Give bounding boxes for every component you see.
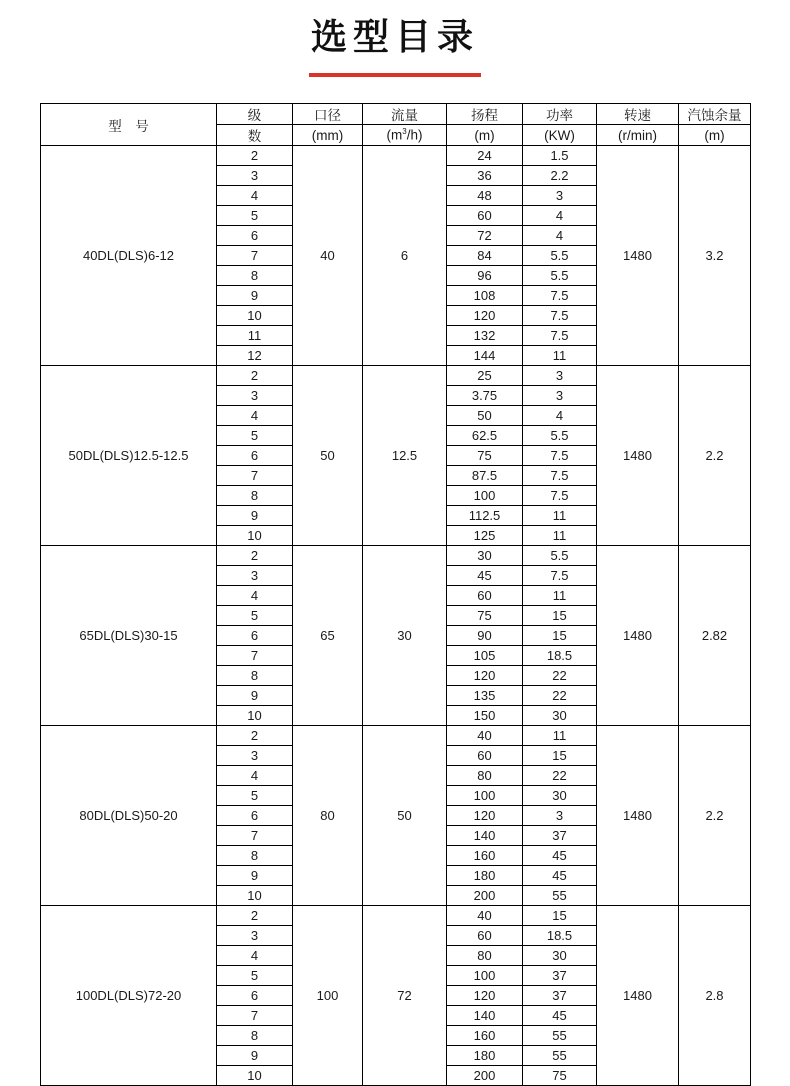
cell-power: 37 <box>523 826 597 846</box>
header-cell-model: 型 号 <box>41 104 217 146</box>
cell-power: 30 <box>523 706 597 726</box>
cell-power: 15 <box>523 606 597 626</box>
cell-head: 24 <box>447 146 523 166</box>
cell-bore: 50 <box>293 366 363 546</box>
cell-power: 75 <box>523 1066 597 1086</box>
header-cell-speed: 转速 <box>597 104 679 125</box>
cell-power: 5.5 <box>523 266 597 286</box>
header-unit-flow: $(m^3/h)$ <box>363 125 447 146</box>
cell-power: 5.5 <box>523 546 597 566</box>
cell-head: 60 <box>447 746 523 766</box>
cell-stage: 2 <box>217 726 293 746</box>
cell-head: 120 <box>447 306 523 326</box>
header-unit-bore: (mm) <box>293 125 363 146</box>
cell-speed: 1480 <box>597 546 679 726</box>
cell-head: 180 <box>447 1046 523 1066</box>
cell-head: 40 <box>447 906 523 926</box>
cell-npsh: 2.82 <box>679 546 751 726</box>
header-cell-npsh: 汽蚀余量 <box>679 104 751 125</box>
cell-stage: 4 <box>217 586 293 606</box>
cell-power: 55 <box>523 1026 597 1046</box>
cell-stage: 5 <box>217 206 293 226</box>
cell-power: 37 <box>523 986 597 1006</box>
cell-head: 36 <box>447 166 523 186</box>
cell-power: 30 <box>523 786 597 806</box>
cell-speed: 1480 <box>597 906 679 1086</box>
cell-power: 45 <box>523 846 597 866</box>
cell-flow: 6 <box>363 146 447 366</box>
cell-head: 105 <box>447 646 523 666</box>
header-cell-stage: 级 <box>217 104 293 125</box>
cell-power: 22 <box>523 686 597 706</box>
cell-flow: 72 <box>363 906 447 1086</box>
header-unit-speed: (r/min) <box>597 125 679 146</box>
cell-power: 37 <box>523 966 597 986</box>
cell-power: 45 <box>523 1006 597 1026</box>
table-row <box>41 146 751 166</box>
cell-head: 100 <box>447 486 523 506</box>
cell-stage: 8 <box>217 666 293 686</box>
cell-stage: 3 <box>217 166 293 186</box>
cell-head: 100 <box>447 966 523 986</box>
cell-power: 15 <box>523 906 597 926</box>
cell-power: 4 <box>523 206 597 226</box>
cell-stage: 7 <box>217 466 293 486</box>
cell-stage: 8 <box>217 486 293 506</box>
cell-power: 15 <box>523 746 597 766</box>
header-cell-flow: 流量 <box>363 104 447 125</box>
table-row <box>41 546 751 566</box>
cell-power: 18.5 <box>523 926 597 946</box>
title-block <box>0 0 790 77</box>
cell-head: 62.5 <box>447 426 523 446</box>
cell-head: 135 <box>447 686 523 706</box>
cell-stage: 7 <box>217 246 293 266</box>
cell-stage: 10 <box>217 526 293 546</box>
cell-stage: 9 <box>217 866 293 886</box>
cell-power: 7.5 <box>523 566 597 586</box>
cell-stage: 9 <box>217 506 293 526</box>
cell-stage: 10 <box>217 306 293 326</box>
table-row <box>41 726 751 746</box>
cell-model: 80DL(DLS)50-20 <box>41 726 217 906</box>
cell-power: 4 <box>523 226 597 246</box>
cell-power: 7.5 <box>523 286 597 306</box>
spec-table-wrapper <box>40 103 750 1086</box>
cell-head: 140 <box>447 826 523 846</box>
cell-head: 3.75 <box>447 386 523 406</box>
cell-stage: 9 <box>217 1046 293 1066</box>
title-underline-rule <box>309 73 481 77</box>
cell-model: 50DL(DLS)12.5-12.5 <box>41 366 217 546</box>
cell-stage: 6 <box>217 986 293 1006</box>
cell-head: 60 <box>447 926 523 946</box>
cell-power: 5.5 <box>523 246 597 266</box>
cell-bore: 100 <box>293 906 363 1086</box>
cell-head: 48 <box>447 186 523 206</box>
cell-stage: 12 <box>217 346 293 366</box>
header-cell-head: 扬程 <box>447 104 523 125</box>
cell-stage: 4 <box>217 186 293 206</box>
cell-power: 2.2 <box>523 166 597 186</box>
pump-selection-table <box>40 103 751 1086</box>
cell-stage: 8 <box>217 1026 293 1046</box>
cell-head: 50 <box>447 406 523 426</box>
cell-head: 60 <box>447 586 523 606</box>
cell-stage: 4 <box>217 406 293 426</box>
cell-speed: 1480 <box>597 146 679 366</box>
cell-stage: 10 <box>217 886 293 906</box>
header-cell-bore: 口径 <box>293 104 363 125</box>
cell-head: 80 <box>447 766 523 786</box>
cell-head: 40 <box>447 726 523 746</box>
cell-head: 75 <box>447 446 523 466</box>
cell-head: 144 <box>447 346 523 366</box>
cell-head: 200 <box>447 886 523 906</box>
cell-bore: 65 <box>293 546 363 726</box>
cell-stage: 11 <box>217 326 293 346</box>
cell-power: 7.5 <box>523 306 597 326</box>
cell-model: 65DL(DLS)30-15 <box>41 546 217 726</box>
cell-head: 150 <box>447 706 523 726</box>
cell-power: 7.5 <box>523 446 597 466</box>
cell-head: 90 <box>447 626 523 646</box>
cell-speed: 1480 <box>597 726 679 906</box>
cell-head: 100 <box>447 786 523 806</box>
cell-head: 120 <box>447 986 523 1006</box>
cell-stage: 7 <box>217 826 293 846</box>
cell-head: 84 <box>447 246 523 266</box>
cell-power: 18.5 <box>523 646 597 666</box>
header-cell-power: 功率 <box>523 104 597 125</box>
cell-head: 108 <box>447 286 523 306</box>
table-row <box>41 906 751 926</box>
cell-bore: 40 <box>293 146 363 366</box>
cell-stage: 6 <box>217 446 293 466</box>
cell-flow: 12.5 <box>363 366 447 546</box>
cell-stage: 7 <box>217 1006 293 1026</box>
cell-stage: 3 <box>217 926 293 946</box>
cell-stage: 5 <box>217 966 293 986</box>
cell-head: 200 <box>447 1066 523 1086</box>
cell-flow: 50 <box>363 726 447 906</box>
cell-power: 4 <box>523 406 597 426</box>
cell-npsh: 2.2 <box>679 726 751 906</box>
cell-power: 7.5 <box>523 466 597 486</box>
cell-stage: 3 <box>217 566 293 586</box>
cell-stage: 2 <box>217 906 293 926</box>
cell-head: 160 <box>447 846 523 866</box>
cell-npsh: 2.2 <box>679 366 751 546</box>
cell-stage: 2 <box>217 366 293 386</box>
cell-head: 72 <box>447 226 523 246</box>
cell-power: 1.5 <box>523 146 597 166</box>
cell-power: 22 <box>523 766 597 786</box>
cell-head: 96 <box>447 266 523 286</box>
cell-power: 11 <box>523 346 597 366</box>
cell-power: 30 <box>523 946 597 966</box>
cell-npsh: 3.2 <box>679 146 751 366</box>
cell-stage: 2 <box>217 546 293 566</box>
cell-npsh: 2.8 <box>679 906 751 1086</box>
header-unit-stage: 数 <box>217 125 293 146</box>
header-unit-head: (m) <box>447 125 523 146</box>
cell-stage: 2 <box>217 146 293 166</box>
cell-stage: 7 <box>217 646 293 666</box>
table-header-row-1 <box>41 104 751 125</box>
page-title: 选型目录 <box>310 17 479 58</box>
cell-power: 55 <box>523 1046 597 1066</box>
cell-head: 25 <box>447 366 523 386</box>
cell-head: 120 <box>447 806 523 826</box>
cell-power: 45 <box>523 866 597 886</box>
cell-flow: 30 <box>363 546 447 726</box>
cell-head: 125 <box>447 526 523 546</box>
cell-model: 100DL(DLS)72-20 <box>41 906 217 1086</box>
cell-model: 40DL(DLS)6-12 <box>41 146 217 366</box>
cell-power: 11 <box>523 506 597 526</box>
cell-head: 180 <box>447 866 523 886</box>
cell-stage: 3 <box>217 746 293 766</box>
cell-speed: 1480 <box>597 366 679 546</box>
cell-head: 80 <box>447 946 523 966</box>
cell-stage: 10 <box>217 706 293 726</box>
cell-power: 7.5 <box>523 486 597 506</box>
cell-power: 55 <box>523 886 597 906</box>
header-unit-npsh: (m) <box>679 125 751 146</box>
cell-head: 120 <box>447 666 523 686</box>
header-unit-power: (KW) <box>523 125 597 146</box>
cell-power: 7.5 <box>523 326 597 346</box>
cell-head: 160 <box>447 1026 523 1046</box>
cell-stage: 8 <box>217 846 293 866</box>
cell-head: 75 <box>447 606 523 626</box>
cell-stage: 5 <box>217 426 293 446</box>
cell-stage: 4 <box>217 946 293 966</box>
cell-stage: 3 <box>217 386 293 406</box>
cell-power: 3 <box>523 186 597 206</box>
cell-power: 11 <box>523 526 597 546</box>
cell-stage: 6 <box>217 226 293 246</box>
cell-head: 132 <box>447 326 523 346</box>
cell-power: 11 <box>523 586 597 606</box>
cell-power: 3 <box>523 806 597 826</box>
cell-stage: 5 <box>217 786 293 806</box>
cell-head: 140 <box>447 1006 523 1026</box>
cell-power: 11 <box>523 726 597 746</box>
cell-head: 45 <box>447 566 523 586</box>
cell-stage: 6 <box>217 806 293 826</box>
table-row <box>41 366 751 386</box>
cell-stage: 9 <box>217 686 293 706</box>
cell-power: 5.5 <box>523 426 597 446</box>
cell-power: 3 <box>523 386 597 406</box>
cell-stage: 10 <box>217 1066 293 1086</box>
cell-head: 30 <box>447 546 523 566</box>
cell-power: 15 <box>523 626 597 646</box>
cell-power: 3 <box>523 366 597 386</box>
cell-stage: 5 <box>217 606 293 626</box>
cell-stage: 4 <box>217 766 293 786</box>
cell-stage: 8 <box>217 266 293 286</box>
cell-stage: 6 <box>217 626 293 646</box>
cell-stage: 9 <box>217 286 293 306</box>
table-body <box>41 104 751 1086</box>
cell-power: 22 <box>523 666 597 686</box>
cell-head: 87.5 <box>447 466 523 486</box>
cell-head: 60 <box>447 206 523 226</box>
cell-head: 112.5 <box>447 506 523 526</box>
cell-bore: 80 <box>293 726 363 906</box>
